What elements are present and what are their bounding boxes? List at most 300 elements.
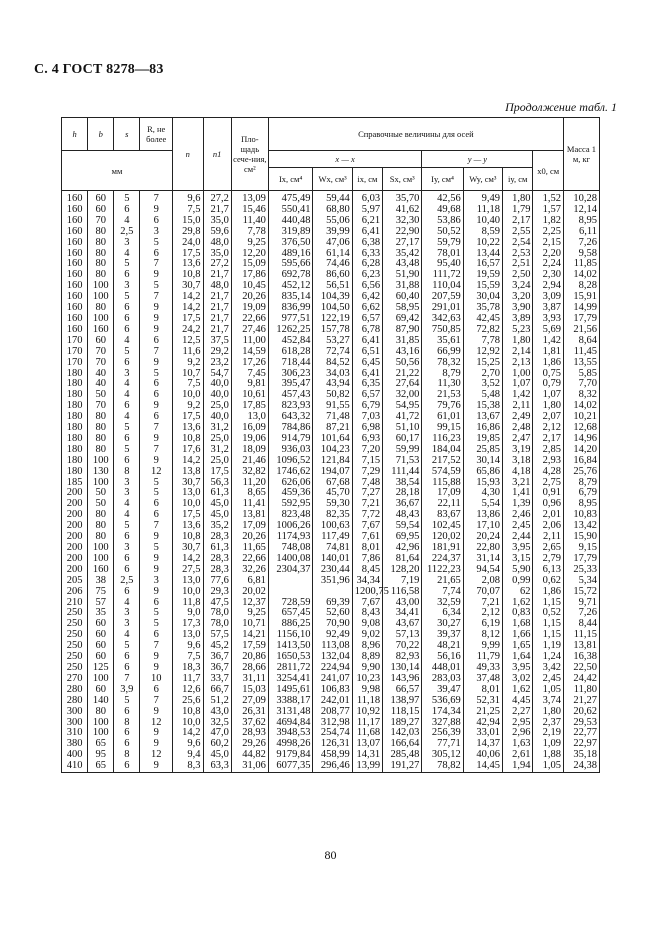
table-cell: 823,48 (268, 510, 313, 521)
table-cell: 180 (62, 467, 88, 478)
table-cell: 34,03 (313, 369, 352, 380)
table-cell: 250 (62, 619, 88, 630)
table-cell: 104,50 (313, 303, 352, 314)
table-cell: 21,7 (203, 270, 231, 281)
table-cell: 200 (62, 565, 88, 576)
table-cell: 2,79 (533, 554, 564, 565)
table-cell: 65 (88, 761, 114, 772)
table-cell: 7,03 (352, 412, 382, 423)
table-cell: 10,8 (173, 434, 203, 445)
table-cell: 15,03 (231, 685, 268, 696)
table-cell: 66,57 (383, 685, 422, 696)
table-cell: 342,63 (422, 314, 463, 325)
table-cell: 6 (114, 270, 140, 281)
table-cell: 11,7 (173, 674, 203, 685)
table-cell: 280 (62, 685, 88, 696)
table-cell: 42,45 (463, 314, 502, 325)
table-cell: 50 (88, 390, 114, 401)
table-cell: 7,78 (463, 336, 502, 347)
page-header: С. 4 ГОСТ 8278—83 (34, 62, 164, 77)
table-cell: 9 (140, 761, 173, 772)
table-cell: 27,09 (231, 696, 268, 707)
table-cell: 31,11 (231, 674, 268, 685)
table-cell: 24,38 (563, 761, 599, 772)
table-cell: 17,5 (173, 249, 203, 260)
table-cell: 17,26 (231, 358, 268, 369)
table-cell: 306,23 (268, 369, 313, 380)
table-cell: 87,90 (383, 325, 422, 336)
table-cell: 9 (140, 401, 173, 412)
table-cell: 11,6 (173, 347, 203, 358)
table-cell: 5,34 (563, 576, 599, 587)
table-cell: 12,14 (563, 205, 599, 216)
table-cell: 17,6 (173, 445, 203, 456)
table-cell: 51,2 (203, 696, 231, 707)
table-cell: 12,20 (231, 249, 268, 260)
table-cell: 33,01 (463, 728, 502, 739)
table-cell: 14,2 (173, 292, 203, 303)
table-cell: 14,21 (231, 630, 268, 641)
table-cell: 55,06 (313, 216, 352, 227)
table-cell: 6 (140, 598, 173, 609)
table-cell: 1096,52 (268, 456, 313, 467)
table-cell: 160 (62, 325, 88, 336)
table-cell: 60 (88, 652, 114, 663)
table-cell: 1262,25 (268, 325, 313, 336)
table-cell: 50,56 (383, 358, 422, 369)
table-cell: 29,8 (173, 227, 203, 238)
table-cell: 9179,84 (268, 750, 313, 761)
table-cell: 250 (62, 663, 88, 674)
table-cell: 78,0 (203, 619, 231, 630)
table-cell: 200 (62, 499, 88, 510)
header-wy: Wy, см³ (463, 168, 502, 191)
table-cell: 11,18 (352, 696, 382, 707)
table-cell: 80 (88, 532, 114, 543)
table-cell: 170 (62, 347, 88, 358)
table-cell: 9 (140, 532, 173, 543)
table-cell: 70,22 (383, 641, 422, 652)
table-cell: 12,37 (231, 598, 268, 609)
table-cell: 8,79 (563, 478, 599, 489)
table-cell: 4,30 (463, 488, 502, 499)
table-cell: 1,63 (502, 739, 532, 750)
table-row (62, 696, 600, 707)
table-cell: 13,0 (173, 488, 203, 499)
table-cell: 2,61 (502, 750, 532, 761)
table-cell: 10,8 (173, 532, 203, 543)
table-cell: 61,14 (313, 249, 352, 260)
table-cell: 59,79 (422, 238, 463, 249)
table-cell: 1174,93 (268, 532, 313, 543)
table-cell: 21,7 (203, 205, 231, 216)
table-cell: 160 (62, 191, 88, 205)
table-cell: 10,40 (463, 216, 502, 227)
table-cell: 80 (88, 238, 114, 249)
header-r: R, не более (140, 118, 173, 151)
table-cell: 1,15 (533, 598, 564, 609)
table-cell: 5 (140, 543, 173, 554)
table-cell: 9,25 (231, 238, 268, 249)
table-cell: 1,86 (533, 587, 564, 598)
table-cell: 7,29 (352, 467, 382, 478)
table-cell: 1,05 (533, 685, 564, 696)
table-cell: 15,59 (463, 281, 502, 292)
table-cell: 27,2 (203, 191, 231, 205)
table-cell: 11,68 (352, 728, 382, 739)
table-cell: 13,0 (231, 412, 268, 423)
table-cell: 0,96 (533, 499, 564, 510)
table-cell: 74,46 (313, 259, 352, 270)
table-cell: 14,02 (563, 270, 599, 281)
table-cell: 30,04 (463, 292, 502, 303)
table-cell: 643,32 (268, 412, 313, 423)
table-cell: 22,66 (231, 554, 268, 565)
table-cell: 6 (140, 412, 173, 423)
header-b: b (88, 118, 114, 151)
table-cell: 6 (114, 652, 140, 663)
table-cell: 6 (140, 630, 173, 641)
table-cell: 7,26 (563, 608, 599, 619)
table-cell: 1156,10 (268, 630, 313, 641)
table-cell: 835,14 (268, 292, 313, 303)
table-cell: 43,67 (383, 619, 422, 630)
table-cell: 28,93 (231, 728, 268, 739)
table-cell: 11,45 (563, 347, 599, 358)
table-cell: 5 (140, 238, 173, 249)
table-cell: 160 (62, 303, 88, 314)
table-cell: 11,17 (352, 718, 382, 729)
table-cell: 10,83 (563, 510, 599, 521)
table-cell: 17,79 (563, 554, 599, 565)
table-cell: 160 (62, 216, 88, 227)
table-cell: 6 (114, 587, 140, 598)
table-cell: 5 (114, 521, 140, 532)
header-sx: Sx, см³ (383, 168, 422, 191)
table-cell: 2,75 (533, 478, 564, 489)
table-cell: 291,01 (422, 303, 463, 314)
table-cell: 82,35 (313, 510, 352, 521)
table-cell: 9,6 (173, 739, 203, 750)
table-cell: 70 (88, 358, 114, 369)
table-cell: 7,27 (352, 488, 382, 499)
table-cell: 81,64 (383, 554, 422, 565)
table-cell: 3 (114, 488, 140, 499)
table-cell: 40,0 (203, 412, 231, 423)
table-cell: 2,15 (533, 238, 564, 249)
table-cell: 10,0 (173, 499, 203, 510)
table-row (62, 761, 600, 772)
table-cell: 10,61 (231, 390, 268, 401)
header-x0: x0, см (533, 151, 564, 191)
table-cell: 205 (62, 576, 88, 587)
table-cell: 132,04 (313, 652, 352, 663)
table-cell: 2,14 (502, 347, 532, 358)
table-cell: 3,21 (502, 478, 532, 489)
table-cell: 3 (114, 478, 140, 489)
table-cell: 5,85 (563, 369, 599, 380)
table-cell: 4 (114, 630, 140, 641)
table-cell: 2,50 (502, 270, 532, 281)
table-cell: 11,41 (231, 499, 268, 510)
table-cell: 18,3 (173, 663, 203, 674)
table-cell: 11,40 (231, 216, 268, 227)
table-cell: 11,15 (563, 630, 599, 641)
table-cell: 13,42 (563, 521, 599, 532)
table-cell: 0,62 (533, 576, 564, 587)
table-cell: 14,59 (231, 347, 268, 358)
table-cell: 592,95 (268, 499, 313, 510)
table-cell: 65,86 (463, 467, 502, 478)
table-cell: 9 (140, 739, 173, 750)
table-cell: 1,09 (533, 739, 564, 750)
table-cell: 36,67 (383, 499, 422, 510)
table-cell: 936,03 (268, 445, 313, 456)
table-cell: 6 (114, 205, 140, 216)
table-cell: 82,93 (383, 652, 422, 663)
table-cell: 43,00 (383, 598, 422, 609)
table-cell: 57 (88, 598, 114, 609)
table-cell: 440,48 (268, 216, 313, 227)
table-cell: 70 (88, 216, 114, 227)
table-cell: 2,51 (502, 259, 532, 270)
table-cell: 10,71 (231, 619, 268, 630)
table-cell: 3,15 (502, 554, 532, 565)
table-cell: 17,79 (563, 314, 599, 325)
table-cell: 22,77 (563, 728, 599, 739)
table-cell: 395,47 (268, 379, 313, 390)
table-cell: 1,42 (533, 336, 564, 347)
table-cell: 34,41 (383, 608, 422, 619)
table-cell: 6,28 (352, 259, 382, 270)
table-cell: 166,64 (383, 739, 422, 750)
table-cell: 2,25 (533, 227, 564, 238)
table-cell: 67,68 (313, 478, 352, 489)
table-cell: 489,16 (268, 249, 313, 260)
table-cell: 6,98 (352, 423, 382, 434)
table-cell: 32,82 (231, 467, 268, 478)
table-cell: 18,09 (231, 445, 268, 456)
table-cell: 207,59 (422, 292, 463, 303)
table-cell: 2,12 (533, 423, 564, 434)
table-cell: 19,85 (463, 434, 502, 445)
table-cell: 117,49 (313, 532, 352, 543)
table-cell: 6,62 (352, 303, 382, 314)
table-cell: 0,91 (533, 488, 564, 499)
table-cell: 13,81 (563, 641, 599, 652)
table-cell: 200 (62, 521, 88, 532)
table-cell: 3 (114, 369, 140, 380)
table-cell: 5,69 (533, 325, 564, 336)
table-cell: 3,09 (533, 292, 564, 303)
table-cell: 125 (88, 663, 114, 674)
table-cell: 475,49 (268, 191, 313, 205)
table-cell: 8 (114, 467, 140, 478)
table-cell: 12,68 (563, 423, 599, 434)
table-cell: 7,72 (352, 510, 382, 521)
profile-table (61, 117, 600, 773)
table-cell: 4 (114, 216, 140, 227)
table-cell: 39,37 (422, 630, 463, 641)
table-cell: 2,54 (502, 238, 532, 249)
table-cell: 160 (62, 238, 88, 249)
table-cell: 20,26 (231, 532, 268, 543)
table-cell: 4 (114, 390, 140, 401)
table-cell: 6 (114, 456, 140, 467)
table-cell: 1,79 (502, 205, 532, 216)
table-cell: 29,3 (203, 587, 231, 598)
table-cell: 25,6 (173, 696, 203, 707)
table-cell: 3254,41 (268, 674, 313, 685)
header-iy-moment: Iy, см⁴ (422, 168, 463, 191)
table-cell: 78,01 (422, 249, 463, 260)
table-cell: 550,41 (268, 205, 313, 216)
table-cell: 20,26 (231, 292, 268, 303)
table-cell: 3,9 (114, 685, 140, 696)
table-cell: 28,66 (231, 663, 268, 674)
table-cell: 61,01 (422, 412, 463, 423)
table-cell: 3 (114, 608, 140, 619)
table-container (61, 117, 600, 773)
table-cell: 8,28 (563, 281, 599, 292)
table-cell: 25,0 (203, 434, 231, 445)
table-cell: 78,32 (422, 358, 463, 369)
table-cell: 170 (62, 358, 88, 369)
table-cell: 6,41 (352, 369, 382, 380)
table-cell: 1,39 (502, 499, 532, 510)
table-cell: 1,41 (502, 488, 532, 499)
table-cell: 4694,84 (268, 718, 313, 729)
table-cell: 2,48 (502, 423, 532, 434)
table-cell: 6,42 (352, 292, 382, 303)
table-cell: 51,10 (383, 423, 422, 434)
table-cell: 9,08 (352, 619, 382, 630)
table-cell: 24,0 (173, 238, 203, 249)
table-cell: 6 (140, 510, 173, 521)
table-cell: 80 (88, 510, 114, 521)
table-cell: 60,40 (383, 292, 422, 303)
table-cell: 16,38 (563, 652, 599, 663)
table-cell: 10,45 (231, 281, 268, 292)
table-cell: 206 (62, 587, 88, 598)
table-cell: 32,59 (422, 598, 463, 609)
table-cell: 14,2 (173, 303, 203, 314)
table-cell: 11,00 (231, 336, 268, 347)
table-cell: 5,54 (463, 499, 502, 510)
table-cell: 10,8 (173, 270, 203, 281)
table-cell: 0,83 (502, 608, 532, 619)
table-cell: 5 (114, 191, 140, 205)
table-cell: 32,30 (383, 216, 422, 227)
table-cell: 4,45 (502, 696, 532, 707)
table-cell: 25,85 (463, 445, 502, 456)
table-row (62, 358, 600, 369)
table-cell: 44,82 (231, 750, 268, 761)
table-cell: 1,15 (533, 630, 564, 641)
table-cell: 142,03 (383, 728, 422, 739)
table-cell: 160 (62, 292, 88, 303)
table-cell: 224,94 (313, 663, 352, 674)
table-cell: 180 (62, 445, 88, 456)
table-cell: 6 (114, 565, 140, 576)
table-cell: 6,38 (352, 238, 382, 249)
table-cell: 58,95 (383, 303, 422, 314)
table-cell: 8,79 (422, 369, 463, 380)
table-cell: 200 (62, 532, 88, 543)
table-cell: 31,85 (383, 336, 422, 347)
table-cell: 3,42 (533, 663, 564, 674)
table-cell: 12,5 (173, 336, 203, 347)
table-cell: 3131,48 (268, 707, 313, 718)
table-cell: 17,09 (422, 488, 463, 499)
table-cell: 1,19 (533, 641, 564, 652)
table-cell: 116,58 (383, 587, 422, 598)
table-cell: 618,28 (268, 347, 313, 358)
table-cell: 452,84 (268, 336, 313, 347)
table-cell: 250 (62, 608, 88, 619)
table-cell: 19,06 (231, 434, 268, 445)
table-cell: 10,0 (173, 587, 203, 598)
table-cell: 230,44 (313, 565, 352, 576)
table-cell: 1,65 (502, 641, 532, 652)
table-cell: 7,74 (422, 587, 463, 598)
table-cell: 400 (62, 750, 88, 761)
table-cell: 6,34 (422, 608, 463, 619)
header-ix-radius: ix, см (352, 168, 382, 191)
table-cell: 11,30 (422, 379, 463, 390)
table-cell: 80 (88, 303, 114, 314)
table-cell: 25,0 (203, 401, 231, 412)
table-cell: 80 (88, 249, 114, 260)
table-cell: 21,46 (231, 456, 268, 467)
table-cell: 29,26 (231, 739, 268, 750)
table-row (62, 238, 600, 249)
table-cell: 12,6 (173, 685, 203, 696)
table-cell: 61,3 (203, 543, 231, 554)
table-cell: 26,31 (231, 707, 268, 718)
table-cell: 6 (114, 707, 140, 718)
table-cell: 22,97 (563, 739, 599, 750)
table-cell: 217,52 (422, 456, 463, 467)
table-cell: 16,57 (463, 259, 502, 270)
table-cell: 140,01 (313, 554, 352, 565)
table-cell: 5 (140, 369, 173, 380)
table-cell: 5 (114, 259, 140, 270)
table-cell: 6 (140, 685, 173, 696)
table-cell: 14,2 (173, 456, 203, 467)
table-cell: 17,10 (463, 521, 502, 532)
table-cell: 380 (62, 739, 88, 750)
table-cell: 74,81 (313, 543, 352, 554)
table-cell: 3 (114, 619, 140, 630)
table-cell: 17,5 (173, 412, 203, 423)
table-cell: 6,79 (563, 488, 599, 499)
table-cell: 160 (88, 565, 114, 576)
table-cell: 6,93 (352, 434, 382, 445)
table-cell: 71,53 (383, 456, 422, 467)
table-cell: 2,19 (533, 728, 564, 739)
table-row (62, 227, 600, 238)
table-cell: 78,0 (203, 608, 231, 619)
table-cell: 118,15 (383, 707, 422, 718)
table-cell: 2,12 (463, 608, 502, 619)
table-cell: 4 (114, 379, 140, 390)
table-cell: 14,37 (463, 739, 502, 750)
table-cell: 7,19 (383, 576, 422, 587)
table-cell: 10,22 (463, 238, 502, 249)
table-cell: 728,59 (268, 598, 313, 609)
table-cell: 6 (140, 379, 173, 390)
